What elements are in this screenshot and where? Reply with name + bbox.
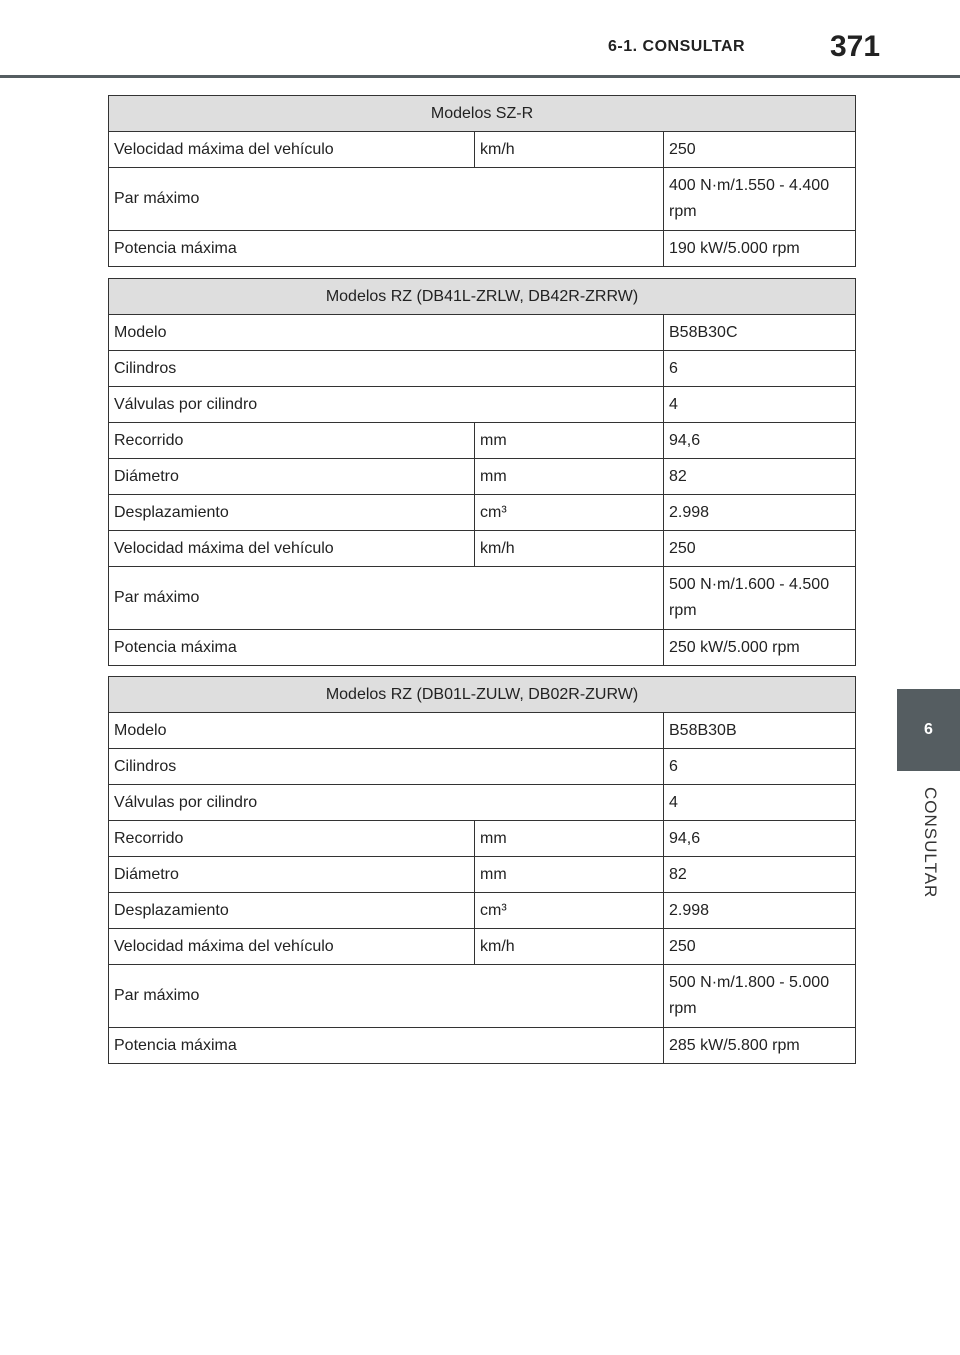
table-title: Modelos RZ (DB41L-ZRLW, DB42R-ZRRW) bbox=[109, 279, 856, 315]
table-row bbox=[109, 351, 856, 387]
row-value bbox=[664, 965, 856, 1028]
row-value-line: rpm bbox=[669, 602, 697, 619]
table-row bbox=[109, 821, 856, 857]
row-value: 190 kW/5.000 rpm bbox=[664, 231, 856, 267]
table-row bbox=[109, 567, 856, 630]
row-unit: km/h bbox=[475, 531, 664, 567]
row-value: 4 bbox=[664, 785, 856, 821]
row-unit: cm³ bbox=[475, 495, 664, 531]
row-label: Recorrido bbox=[109, 423, 475, 459]
row-value: 4 bbox=[664, 387, 856, 423]
row-label: Cilindros bbox=[109, 749, 664, 785]
row-label: Desplazamiento bbox=[109, 495, 475, 531]
running-header-section: 6-1. CONSULTAR bbox=[608, 38, 746, 55]
page-number: 371 bbox=[830, 30, 881, 63]
row-value-line: rpm bbox=[669, 1000, 697, 1017]
table-row bbox=[109, 231, 856, 267]
row-value bbox=[664, 168, 856, 231]
row-value-line: rpm bbox=[669, 203, 697, 220]
chapter-tab bbox=[897, 689, 960, 771]
table-row bbox=[109, 315, 856, 351]
row-value: 250 bbox=[664, 531, 856, 567]
row-label: Recorrido bbox=[109, 821, 475, 857]
spec-table-rz-zrlw bbox=[108, 278, 856, 666]
row-unit: mm bbox=[475, 459, 664, 495]
table-row bbox=[109, 531, 856, 567]
table-row bbox=[109, 132, 856, 168]
header-rule bbox=[0, 75, 960, 78]
row-label: Modelo bbox=[109, 315, 664, 351]
row-unit: km/h bbox=[475, 929, 664, 965]
spec-table-rz-zulw bbox=[108, 676, 856, 1064]
row-value-line: 400 N·m/1.550 - 4.400 bbox=[669, 177, 830, 194]
row-label: Diámetro bbox=[109, 857, 475, 893]
row-label: Válvulas por cilindro bbox=[109, 387, 664, 423]
row-value: 82 bbox=[664, 459, 856, 495]
table-row bbox=[109, 857, 856, 893]
row-value: B58B30C bbox=[664, 315, 856, 351]
chapter-number: 6 bbox=[924, 721, 933, 738]
row-label: Cilindros bbox=[109, 351, 664, 387]
table-row bbox=[109, 713, 856, 749]
row-value bbox=[664, 567, 856, 630]
table-row bbox=[109, 630, 856, 666]
row-label: Velocidad máxima del vehículo bbox=[109, 531, 475, 567]
row-unit: mm bbox=[475, 821, 664, 857]
row-unit: mm bbox=[475, 857, 664, 893]
table-title: Modelos SZ-R bbox=[109, 96, 856, 132]
row-unit: mm bbox=[475, 423, 664, 459]
row-unit: cm³ bbox=[475, 893, 664, 929]
table-row bbox=[109, 893, 856, 929]
row-value: 250 bbox=[664, 929, 856, 965]
chapter-label: CONSULTAR bbox=[921, 787, 940, 899]
row-value: 2.998 bbox=[664, 893, 856, 929]
row-label: Par máximo bbox=[109, 168, 664, 231]
table-row bbox=[109, 929, 856, 965]
row-label: Par máximo bbox=[109, 567, 664, 630]
table-row bbox=[109, 495, 856, 531]
row-value: B58B30B bbox=[664, 713, 856, 749]
table-row bbox=[109, 1028, 856, 1064]
row-value: 94,6 bbox=[664, 423, 856, 459]
row-value: 285 kW/5.800 rpm bbox=[664, 1028, 856, 1064]
table-header-row bbox=[109, 96, 856, 132]
table-row bbox=[109, 749, 856, 785]
table-row bbox=[109, 168, 856, 231]
row-label: Desplazamiento bbox=[109, 893, 475, 929]
row-value: 82 bbox=[664, 857, 856, 893]
spec-table-sz-r bbox=[108, 95, 856, 267]
row-label: Diámetro bbox=[109, 459, 475, 495]
row-unit: km/h bbox=[475, 132, 664, 168]
row-label: Potencia máxima bbox=[109, 231, 664, 267]
row-label: Par máximo bbox=[109, 965, 664, 1028]
row-label: Velocidad máxima del vehículo bbox=[109, 929, 475, 965]
row-value: 250 bbox=[664, 132, 856, 168]
table-title: Modelos RZ (DB01L-ZULW, DB02R-ZURW) bbox=[109, 677, 856, 713]
row-value: 250 kW/5.000 rpm bbox=[664, 630, 856, 666]
table-header-row bbox=[109, 677, 856, 713]
row-value: 94,6 bbox=[664, 821, 856, 857]
table-row bbox=[109, 965, 856, 1028]
row-label: Velocidad máxima del vehículo bbox=[109, 132, 475, 168]
table-row bbox=[109, 423, 856, 459]
row-label: Válvulas por cilindro bbox=[109, 785, 664, 821]
row-value-line: 500 N·m/1.800 - 5.000 bbox=[669, 974, 830, 991]
row-value-line: 500 N·m/1.600 - 4.500 bbox=[669, 576, 830, 593]
row-value: 2.998 bbox=[664, 495, 856, 531]
row-label: Potencia máxima bbox=[109, 630, 664, 666]
row-label: Potencia máxima bbox=[109, 1028, 664, 1064]
table-row bbox=[109, 387, 856, 423]
table-row bbox=[109, 785, 856, 821]
table-row bbox=[109, 459, 856, 495]
row-value: 6 bbox=[664, 749, 856, 785]
row-value: 6 bbox=[664, 351, 856, 387]
row-label: Modelo bbox=[109, 713, 664, 749]
table-header-row bbox=[109, 279, 856, 315]
